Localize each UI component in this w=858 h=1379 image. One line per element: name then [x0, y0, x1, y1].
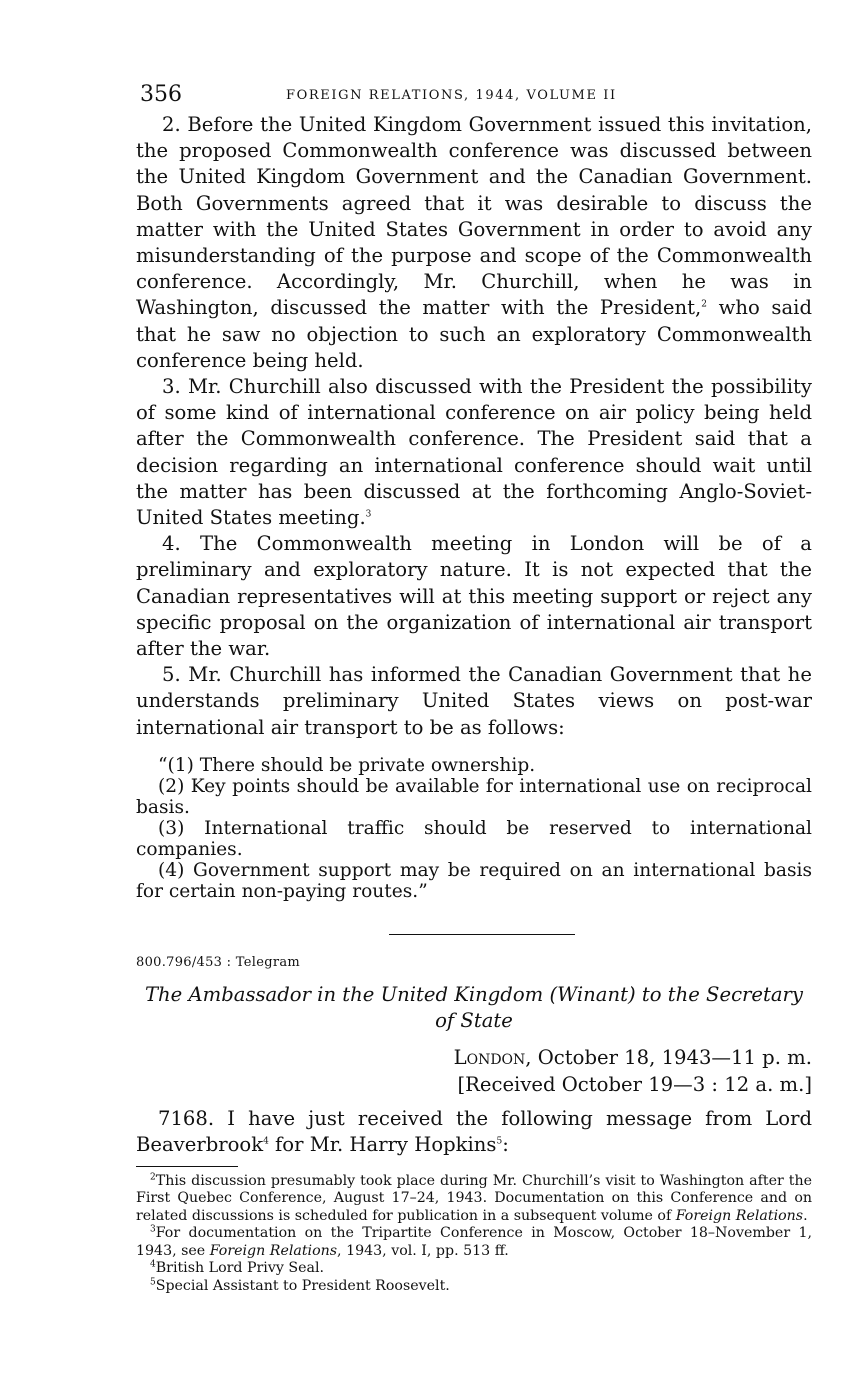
- footnotes: [136, 1173, 812, 1296]
- page-header: [136, 78, 812, 112]
- date-time: , October 18, 1943—11 p. m.: [525, 1045, 812, 1069]
- footnote-ref: 3: [365, 509, 372, 520]
- paragraph-3: 3. Mr. Churchill also discussed with the President the possibility of some kind of international conference on air policy being held after the Commonwealth conference. The President said that a decision regarding an international conference should wait until the matter has been discussed at the forthcoming Anglo-Soviet-United States meeting.$^3$: [136, 375, 812, 530]
- quote-item: (3) International traffic should be reserved to international companies.: [136, 817, 812, 860]
- section-divider: [389, 934, 575, 935]
- place: London: [453, 1045, 526, 1069]
- footnote: $^3$For documentation on the Tripartite Conference in Moscow, October 18–November 1, 1943, see Foreign Relations, 1943, vol. I, pp. 513 ff.: [136, 1224, 812, 1259]
- document-title: The Ambassador in the United Kingdom (Winant) to the Secretary of State: [144, 982, 803, 1032]
- footnote-rule: [136, 1166, 238, 1167]
- footnote: $^2$This discussion presumably took place during Mr. Churchill’s visit to Washington after the First Quebec Conference, August 17–24, 1943. Documentation on this Conference and on related discussions is scheduled for publication in a subsequent volume of Foreign Relations.: [136, 1172, 812, 1224]
- quote-item: (4) Government support may be required on an international basis for certain non-paying routes.”: [136, 859, 812, 902]
- page: [136, 78, 812, 1295]
- paragraph-5: 5. Mr. Churchill has informed the Canadian Government that he understands preliminary United States views on post-war international air transport to be as follows:: [136, 663, 812, 739]
- dateline: [136, 1044, 812, 1098]
- running-head: FOREIGN RELATIONS, 1944, VOLUME II: [286, 88, 617, 103]
- footnote: $^5$Special Assistant to President Roosevelt.: [150, 1277, 450, 1294]
- received-line: [Received October 19—3 : 12 a. m.]: [457, 1072, 812, 1096]
- footnote: $^4$British Lord Privy Seal.: [150, 1259, 325, 1277]
- footnote-ref: 2: [701, 299, 707, 310]
- document-reference: 800.796/453 : Telegram: [136, 954, 301, 970]
- paragraph-4: 4. The Commonwealth meeting in London will be of a preliminary and exploratory nature. It is not expected that the Canadian representatives will at this meeting support or reject any specific proposal on the organization of international air transport after the war.: [136, 532, 812, 661]
- paragraph-2: 2. Before the United Kingdom Government issued this invitation, the proposed Commonwealth conference was discussed between the United Kingdom Government and the Canadian Government. Both Governments agreed that it was desirable to discuss the matter with the United States Government in order to avoid any misunderstanding of the purpose and scope of the Commonwealth conference. Accordingly, Mr. Churchill, when he was in Washington, discussed the matter with the President,$^2$ who said that he saw no objection to such an exploratory Commonwealth conference being held.: [136, 113, 812, 372]
- message-opening: 7168. I have just received the following message from Lord Beaverbrook$^4$ for Mr. Harry Hopkins$^5$:: [136, 1106, 812, 1156]
- quote-item: (2) Key points should be available for international use on reciprocal basis.: [136, 775, 812, 818]
- quoted-views: [136, 755, 812, 902]
- page-number: 356: [140, 82, 182, 107]
- quote-item: “(1) There should be private ownership.: [158, 754, 536, 776]
